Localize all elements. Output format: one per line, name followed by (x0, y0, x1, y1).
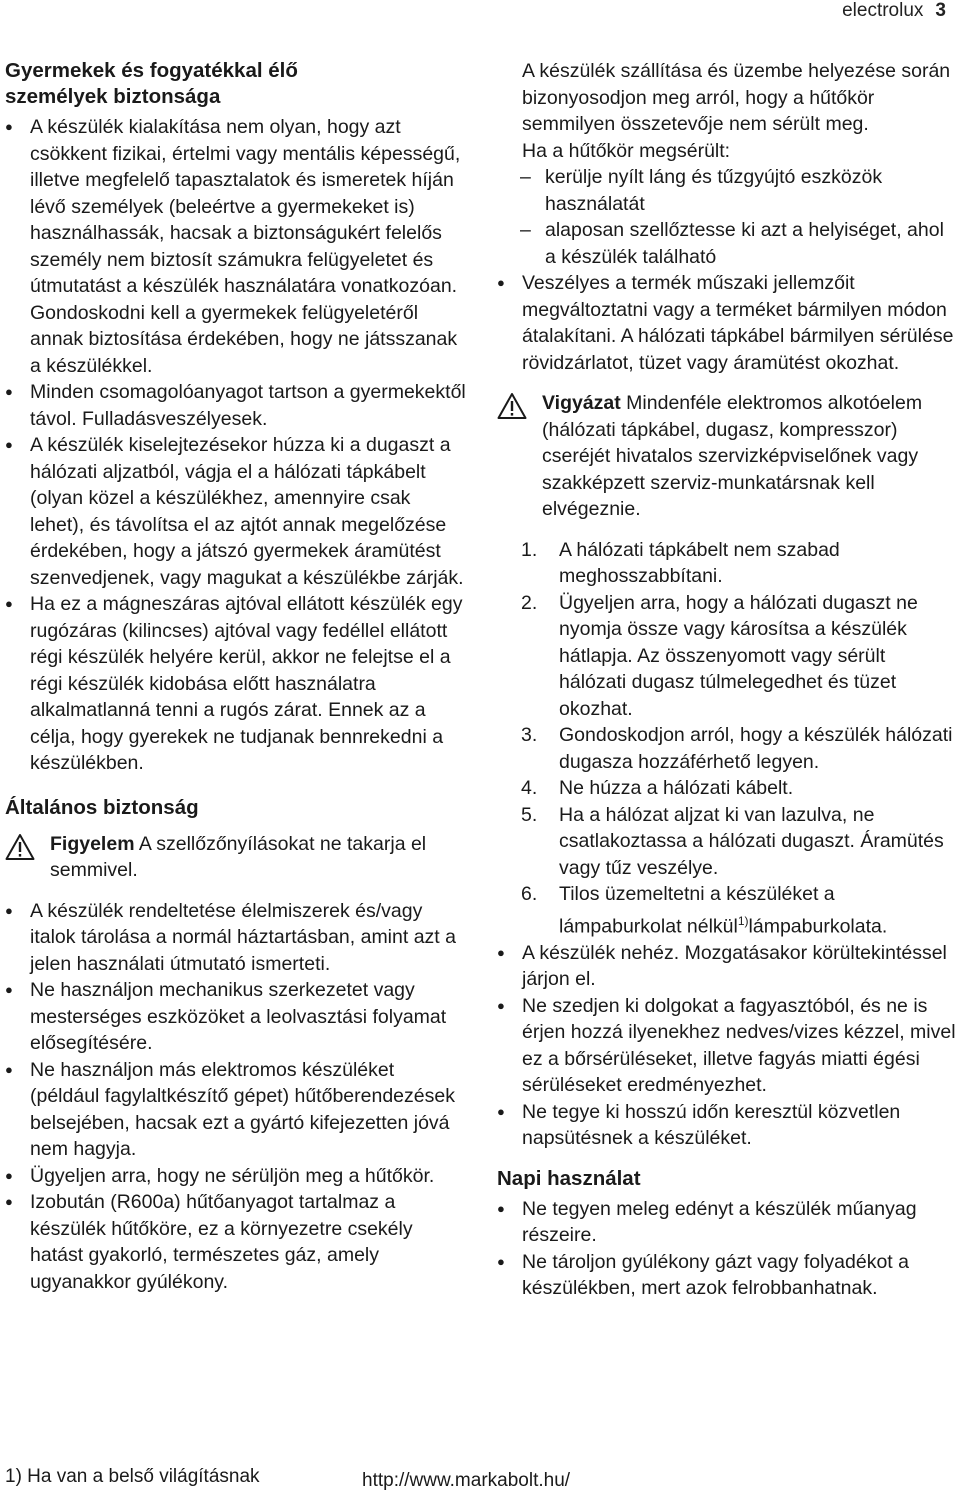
list-item: ● Ne tároljon gyúlékony gázt vagy folyadékot a készülékben, mert azok felrobbanhatnak. (497, 1249, 957, 1302)
source-url: http://www.markabolt.hu/ (362, 1470, 571, 1491)
list-item: – alaposan szellőztesse ki azt a helyiséget, ahol a készülék található (497, 217, 957, 270)
paragraph: A készülék szállítása és üzembe helyezése során bizonyosodjon meg arról, hogy a hűtőkör semmilyen összetevője nem sérült meg. (522, 60, 951, 135)
list-item: 1. A hálózati tápkábelt nem szabad meghosszabbítani. (521, 538, 840, 587)
caution-text: Vigyázat Mindenféle elektromos alkotóelem (hálózati tápkábel, dugasz, kompresszor) cseréjét hivatalos szervizképviselőnek vagy szakképzett szerviz-munkatársnak kell elvégeznie. (542, 392, 923, 520)
list-item: 5. Ha a hálózat aljzat ki van lazulva, ne csatlakoztassa a hálózati dugaszt. Áramütés vagy tűz veszélye. (521, 803, 944, 879)
warning-ventilation (5, 831, 467, 884)
right-column (497, 58, 957, 1302)
left-column (5, 58, 467, 1295)
section-title-general-safety: Általános biztonság (5, 795, 199, 819)
page-number: 3 (935, 0, 946, 21)
list-item: ● Ügyeljen arra, hogy ne sérüljön meg a hűtőkör. (5, 1163, 467, 1190)
handling-list (497, 940, 957, 1152)
list-item: ● Ha ez a mágneszáras ajtóval ellátott készülék egy rugózáras (kilincses) ajtóval vagy fedéllel ellátott régi készülék helyére kerül, akkor ne felejtse el a régi készülék kidobása előtt használatra alkalmatlanná tenni a rugós zárat. Ennek az a célja, hogy gyerekek ne tudjanak bennrekedni a készülékben. (5, 591, 467, 777)
list-item: 6. Tilos üzemeltetni a készüléket a lámpaburkolat nélkül$^{1)}$lámpaburkolata. (521, 883, 888, 937)
list-item: ● Minden csomagolóanyagot tartson a gyermekektől távol. Fulladásveszélyesek. (5, 379, 467, 432)
list-item: ● Ne tegye ki hosszú időn keresztül közvetlen napsütésnek a készüléket. (497, 1099, 957, 1152)
list-item: ● A készülék rendeltetése élelmiszerek és/vagy italok tárolása a normál háztartásban, amint azt a jelen használati útmutató ismerteti. (5, 898, 467, 978)
brand-name: electrolux (842, 0, 924, 21)
footnote: 1) Ha van a belső világításnak (5, 1466, 260, 1487)
damaged-circuit-list (497, 164, 957, 270)
list-item: ● Ne tegyen meleg edényt a készülék műanyag részeire. (497, 1196, 957, 1249)
page-header (842, 0, 946, 22)
general-safety-list (5, 898, 467, 1296)
section-title-daily-use: Napi használat (497, 1166, 641, 1190)
warning-triangle-icon (5, 833, 35, 861)
list-item: ● Ne használjon mechanikus szerkezetet vagy mesterséges eszközöket a leolvasztási folyamat elősegítésére. (5, 977, 467, 1057)
section-title-children-safety: Gyermekek és fogyatékkal élő személyek biztonsága (5, 59, 298, 108)
paragraph: Ha a hűtőkör megsérült: (522, 139, 731, 162)
list-item: 2. Ügyeljen arra, hogy a hálózati dugaszt ne nyomja össze vagy károsítsa a készülék hátlapja. Az összenyomott vagy sérült hálózati dugasz túlmelegedhet és tüzet okozhat. (521, 591, 918, 720)
numbered-list (497, 537, 957, 940)
list-item: ● A készülék kiselejtezésekor húzza ki a dugaszt a hálózati aljzatból, vágja el a hálózati tápkábelt (olyan közel a készülékhez, amennyire csak lehet), és távolítsa el az ajtót annak megelőzése érdekében, hogy a játszó gyermekek áramütést szenvedjenek, vagy magukat a készülékbe zárják. (5, 432, 467, 591)
list-item: ● Izobután (R600a) hűtőanyagot tartalmaz a készülék hűtőköre, ez a környezetre csekély hatást gyakorló, természetes gáz, amely ugyanakkor gyúlékony. (5, 1189, 467, 1295)
list-item: ● A készülék kialakítása nem olyan, hogy azt csökkent fizikai, értelmi vagy mentális képességű, illetve megfelelő tapasztalatok és ismeretek híján lévő személyek (beleértve a gyermekeket is) használhassák, hacsak a biztonságukért felelős személy nem biztosít számukra felügyeletet és útmutatást a készülék használatára vonatkozóan. Gondoskodni kell a gyermekek felügyeletéről annak biztosítása érdekében, hogy ne játsszanak a készülékkel. (5, 114, 467, 379)
list-item: ● A készülék nehéz. Mozgatásakor körültekintéssel járjon el. (497, 940, 957, 993)
list-item: ● Veszélyes a termék műszaki jellemzőit megváltoztatni vagy a terméket bármilyen módon átalakítani. A hálózati tápkábel bármilyen sérülése rövidzárlatot, tüzet vagy áramütést okozhat. (497, 270, 957, 376)
modify-warning-list (497, 270, 957, 376)
warning-triangle-icon (497, 392, 527, 420)
footnote-ref: 1) (737, 913, 749, 928)
list-item: ● Ne használjon más elektromos készüléket (például fagylaltkészítő gépet) hűtőberendezések belsejében, hacsak ezt a gyártó kifejezetten jóvá nem hagyja. (5, 1057, 467, 1163)
list-item: ● Ne szedjen ki dolgokat a fagyasztóból, és ne is érjen hozzá ilyenekhez nedves/vizes kézzel, mivel ez a bőrsérüléseket, illetve fagyás miatti égési sérüléseket eredményezhet. (497, 993, 957, 1099)
list-item: 3. Gondoskodjon arról, hogy a készülék hálózati dugasza hozzáférhető legyen. (521, 724, 953, 773)
list-item: 4. Ne húzza a hálózati kábelt. (521, 777, 794, 799)
daily-use-list (497, 1196, 957, 1302)
children-safety-list (5, 114, 467, 777)
caution-electrical (497, 390, 957, 523)
warning-text: Figyelem A szellőzőnyílásokat ne takarja el semmivel. (50, 832, 427, 881)
list-item: – kerülje nyílt láng és tűzgyújtó eszközök használatát (497, 164, 957, 217)
